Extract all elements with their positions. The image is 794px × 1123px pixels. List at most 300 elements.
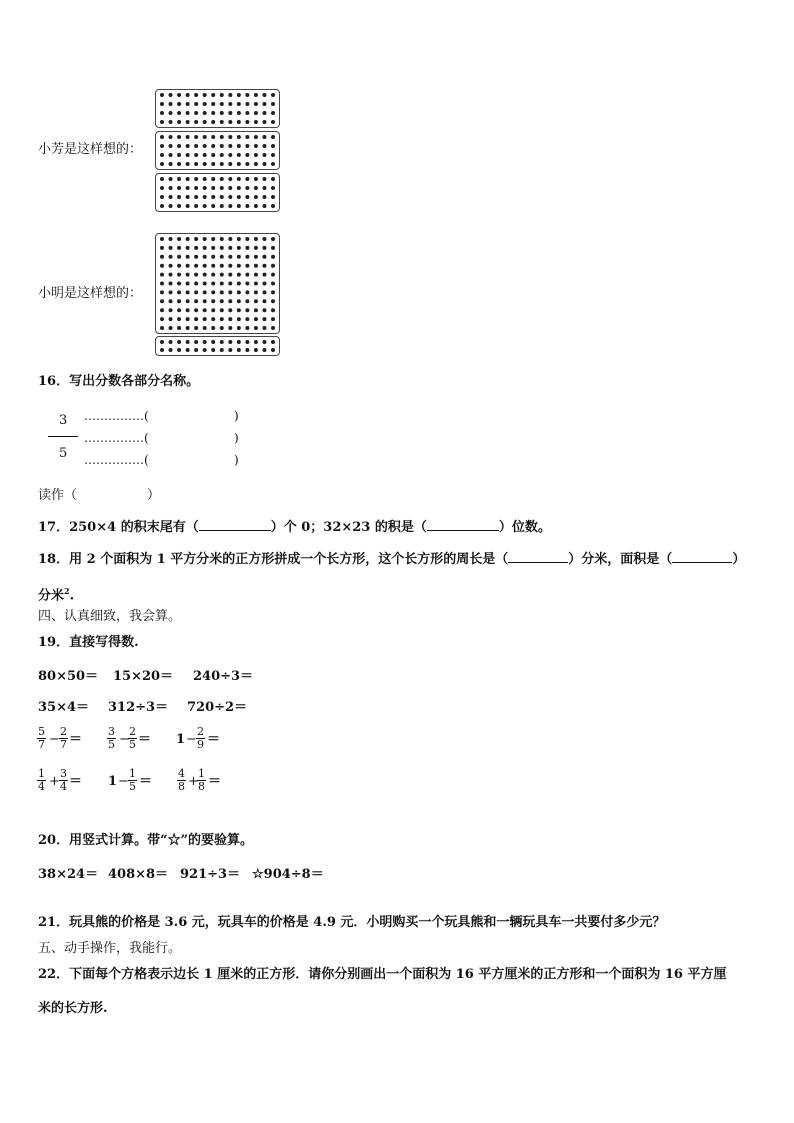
grid-dot [237, 93, 241, 97]
grid-dot [271, 255, 275, 259]
q19-r4a-frac2: $\frac{3}{4}$ [60, 767, 67, 793]
grid-dot [237, 102, 241, 106]
grid-dot [220, 135, 224, 139]
grid-dot [254, 120, 258, 124]
grid-dot [211, 204, 215, 208]
grid-dot [254, 273, 258, 277]
grid-dot [262, 282, 266, 286]
grid-dot [186, 290, 190, 294]
grid-dot [194, 326, 198, 330]
grid-dot [160, 308, 164, 312]
grid-dot [211, 273, 215, 277]
grid-dot [271, 153, 275, 157]
grid-dot [254, 290, 258, 294]
grid-dot [211, 144, 215, 148]
grid-dot [262, 93, 266, 97]
grid-dot [169, 102, 173, 106]
grid-dot [220, 308, 224, 312]
grid-dot [228, 111, 232, 115]
grid-dot [186, 264, 190, 268]
grid-dot [228, 255, 232, 259]
section-4-heading: 四、认真细致，我会算。 [38, 609, 182, 624]
grid-dot [220, 162, 224, 166]
grid-dot [194, 264, 198, 268]
grid-dot [169, 348, 173, 352]
q19-r3a-frac2: $\frac{2}{7}$ [60, 725, 67, 751]
grid-dot [177, 204, 181, 208]
grid-dot [160, 290, 164, 294]
q19-r4b-one: 1 [108, 774, 118, 789]
grid-dot [186, 340, 190, 344]
grid-dot [186, 93, 190, 97]
grid-dot [262, 317, 266, 321]
grid-dot [194, 299, 198, 303]
grid-dot [271, 195, 275, 199]
grid-dot [254, 153, 258, 157]
q17-blank-2[interactable] [427, 530, 499, 531]
grid-dot [220, 195, 224, 199]
grid-dot [177, 153, 181, 157]
grid-dot [169, 144, 173, 148]
q21-text: 21．玩具熊的价格是 3.6 元，玩具车的价格是 4.9 元．小明购买一个玩具熊和一辆玩具车一共要付多少元？ [38, 915, 666, 930]
grid-dot [271, 93, 275, 97]
dot-grid-xiaoming-main [155, 233, 280, 334]
grid-dot [245, 308, 249, 312]
grid-dot [203, 144, 207, 148]
grid-dot [237, 111, 241, 115]
grid-dot [262, 348, 266, 352]
q19-r4b-minus: − [118, 774, 129, 789]
grid-dot [228, 348, 232, 352]
grid-dot [245, 237, 249, 241]
grid-dot [254, 237, 258, 241]
grid-dot [203, 93, 207, 97]
grid-dot [186, 326, 190, 330]
grid-dot [169, 255, 173, 259]
q20-item-4: ☆904÷8＝ [252, 867, 324, 882]
grid-dot [228, 153, 232, 157]
q17-blank-1[interactable] [199, 530, 271, 531]
grid-dot [169, 273, 173, 277]
grid-dot [186, 120, 190, 124]
q19-r3c-one: 1 [176, 732, 186, 747]
q19-r3b-frac1: $\frac{3}{5}$ [108, 725, 115, 751]
q19-r3a-frac1: $\frac{5}{7}$ [38, 725, 45, 751]
grid-dot [245, 135, 249, 139]
grid-dot [194, 120, 198, 124]
grid-dot [203, 153, 207, 157]
q19-r4b-frac: $\frac{1}{5}$ [129, 767, 136, 793]
grid-dot [186, 299, 190, 303]
grid-dot [160, 237, 164, 241]
grid-dot [186, 135, 190, 139]
grid-dot [262, 204, 266, 208]
q19-r2-1: 35×4＝ [38, 700, 90, 715]
grid-dot [160, 317, 164, 321]
grid-dot [169, 93, 173, 97]
grid-dot [254, 348, 258, 352]
grid-dot [220, 273, 224, 277]
grid-dot [203, 264, 207, 268]
q16-denominator: 5 [59, 446, 68, 461]
grid-dot [220, 326, 224, 330]
grid-dot [245, 177, 249, 181]
grid-dot [254, 102, 258, 106]
grid-dot [245, 111, 249, 115]
q16-title: 16．写出分数各部分名称。 [38, 374, 200, 389]
grid-dot [220, 177, 224, 181]
grid-dot [271, 282, 275, 286]
grid-dot [237, 135, 241, 139]
q17-text: 17．250×4 的积末尾有（ ）个 0；32×23 的积是（ ）位数。 [38, 520, 551, 535]
grid-dot [186, 204, 190, 208]
q16-close-top: ) [234, 409, 239, 423]
grid-dot [237, 299, 241, 303]
grid-dot [254, 308, 258, 312]
grid-dot [169, 177, 173, 181]
grid-dot [211, 340, 215, 344]
grid-dot [203, 273, 207, 277]
grid-dot [169, 135, 173, 139]
grid-dot [177, 273, 181, 277]
q18-text: 18．用 2 个面积为 1 平方分米的正方形拼成一个长方形，这个长方形的周长是（ ）分米，面积是（ ） [38, 552, 746, 567]
grid-dot [237, 153, 241, 157]
grid-dot [262, 162, 266, 166]
grid-dot [160, 340, 164, 344]
grid-dot [262, 102, 266, 106]
grid-dot [271, 144, 275, 148]
grid-dot [194, 273, 198, 277]
grid-dot [254, 93, 258, 97]
grid-dot [211, 153, 215, 157]
grid-dot [169, 282, 173, 286]
grid-dot [228, 102, 232, 106]
q18-blank-1[interactable] [508, 562, 568, 563]
grid-dot [186, 282, 190, 286]
grid-dot [220, 340, 224, 344]
grid-dot [169, 340, 173, 344]
grid-dot [203, 246, 207, 250]
grid-dot [262, 111, 266, 115]
grid-dot [160, 177, 164, 181]
grid-dot [186, 308, 190, 312]
grid-dot [245, 290, 249, 294]
q22-line-1: 22．下面每个方格表示边长 1 厘米的正方形．请你分别画出一个面积为 16 平方厘米的正方形和一个面积为 16 平方厘 [38, 967, 727, 982]
grid-dot [228, 177, 232, 181]
grid-dot [228, 264, 232, 268]
grid-dot [177, 186, 181, 190]
grid-dot [228, 186, 232, 190]
grid-dot [262, 246, 266, 250]
grid-dot [177, 195, 181, 199]
grid-dot [186, 144, 190, 148]
grid-dot [245, 326, 249, 330]
grid-dot [271, 340, 275, 344]
grid-dot [220, 186, 224, 190]
q19-r3c-eq: ＝ [207, 732, 221, 747]
grid-dot [169, 153, 173, 157]
grid-dot [211, 237, 215, 241]
grid-dot [203, 317, 207, 321]
grid-dot [271, 273, 275, 277]
grid-dot [211, 93, 215, 97]
grid-dot [203, 348, 207, 352]
grid-dot [194, 177, 198, 181]
grid-dot [237, 177, 241, 181]
grid-dot [211, 282, 215, 286]
grid-dot [194, 111, 198, 115]
grid-dot [228, 195, 232, 199]
grid-dot [186, 177, 190, 181]
grid-dot [271, 111, 275, 115]
grid-dot [177, 326, 181, 330]
grid-dot [160, 246, 164, 250]
grid-dot [186, 111, 190, 115]
grid-dot [262, 153, 266, 157]
grid-dot [245, 264, 249, 268]
q19-r1-2: 15×20＝ [113, 669, 174, 684]
grid-dot [169, 326, 173, 330]
grid-dot [186, 255, 190, 259]
grid-dot [211, 135, 215, 139]
grid-dot [228, 308, 232, 312]
grid-dot [203, 255, 207, 259]
grid-dot [194, 93, 198, 97]
grid-dot [220, 255, 224, 259]
grid-dot [254, 264, 258, 268]
grid-dot [211, 299, 215, 303]
q16-close-bot: ) [234, 453, 239, 467]
grid-dot [169, 299, 173, 303]
grid-dot [177, 93, 181, 97]
grid-dot [194, 348, 198, 352]
q19-r4c-eq: ＝ [208, 774, 222, 789]
q16-leader-top: ……………( [84, 409, 149, 423]
grid-dot [237, 120, 241, 124]
grid-dot [160, 348, 164, 352]
grid-dot [237, 246, 241, 250]
grid-dot [194, 102, 198, 106]
grid-dot [262, 195, 266, 199]
grid-dot [194, 340, 198, 344]
grid-dot [194, 282, 198, 286]
grid-dot [245, 153, 249, 157]
grid-dot [220, 111, 224, 115]
grid-dot [271, 204, 275, 208]
grid-dot [160, 135, 164, 139]
grid-dot [228, 93, 232, 97]
grid-dot [177, 177, 181, 181]
q19-r3b-frac2: $\frac{2}{5}$ [129, 725, 136, 751]
grid-dot [194, 204, 198, 208]
grid-dot [186, 273, 190, 277]
grid-dot [271, 177, 275, 181]
grid-dot [262, 326, 266, 330]
q20-item-1: 38×24＝ [38, 867, 99, 882]
grid-dot [220, 317, 224, 321]
dot-grid-xiaofang-3 [155, 173, 280, 212]
grid-dot [169, 264, 173, 268]
q19-r3a-minus: − [49, 732, 60, 747]
grid-dot [271, 237, 275, 241]
q16-leader-mid: ……………( [84, 431, 149, 445]
grid-dot [194, 162, 198, 166]
grid-dot [245, 120, 249, 124]
grid-dot [220, 204, 224, 208]
grid-dot [220, 348, 224, 352]
grid-dot [169, 204, 173, 208]
grid-dot [237, 290, 241, 294]
grid-dot [271, 246, 275, 250]
q19-r4c-plus: + [188, 774, 199, 789]
grid-dot [211, 111, 215, 115]
q19-r4a-frac1: $\frac{1}{4}$ [38, 767, 45, 793]
grid-dot [271, 299, 275, 303]
grid-dot [169, 120, 173, 124]
grid-dot [220, 264, 224, 268]
grid-dot [220, 144, 224, 148]
grid-dot [211, 348, 215, 352]
xiaoming-label: 小明是这样想的： [38, 286, 143, 301]
grid-dot [194, 317, 198, 321]
grid-dot [245, 282, 249, 286]
q16-close-mid: ) [234, 431, 239, 445]
grid-dot [203, 186, 207, 190]
xiaofang-label: 小芳是这样想的： [38, 142, 143, 157]
grid-dot [177, 255, 181, 259]
grid-dot [271, 308, 275, 312]
grid-dot [169, 237, 173, 241]
grid-dot [245, 273, 249, 277]
grid-dot [245, 246, 249, 250]
grid-dot [203, 308, 207, 312]
grid-dot [237, 348, 241, 352]
q19-r1-1: 80×50＝ [38, 669, 99, 684]
grid-dot [254, 204, 258, 208]
grid-dot [220, 290, 224, 294]
grid-dot [177, 264, 181, 268]
grid-dot [186, 153, 190, 157]
grid-dot [254, 111, 258, 115]
grid-dot [194, 186, 198, 190]
dot-grid-xiaofang-1 [155, 89, 280, 128]
grid-dot [271, 317, 275, 321]
dot-grid-xiaofang-2 [155, 131, 280, 170]
grid-dot [169, 290, 173, 294]
grid-dot [169, 162, 173, 166]
grid-dot [237, 195, 241, 199]
grid-dot [237, 340, 241, 344]
grid-dot [203, 120, 207, 124]
grid-dot [228, 282, 232, 286]
grid-dot [237, 255, 241, 259]
grid-dot [262, 177, 266, 181]
grid-dot [186, 195, 190, 199]
grid-dot [220, 93, 224, 97]
grid-dot [203, 102, 207, 106]
grid-dot [245, 195, 249, 199]
q18-blank-2[interactable] [672, 562, 732, 563]
grid-dot [228, 237, 232, 241]
grid-dot [160, 102, 164, 106]
grid-dot [160, 264, 164, 268]
grid-dot [177, 237, 181, 241]
grid-dot [160, 282, 164, 286]
grid-dot [160, 93, 164, 97]
dot-grid-xiaoming-strip [155, 336, 280, 356]
grid-dot [245, 93, 249, 97]
grid-dot [271, 120, 275, 124]
grid-dot [177, 102, 181, 106]
grid-dot [245, 102, 249, 106]
grid-dot [271, 162, 275, 166]
grid-dot [160, 299, 164, 303]
grid-dot [203, 162, 207, 166]
grid-dot [211, 290, 215, 294]
grid-dot [271, 186, 275, 190]
grid-dot [203, 282, 207, 286]
grid-dot [211, 120, 215, 124]
q19-r4b-eq: ＝ [139, 774, 153, 789]
q19-r4c-frac2: $\frac{1}{8}$ [198, 767, 205, 793]
grid-dot [220, 120, 224, 124]
grid-dot [194, 308, 198, 312]
grid-dot [228, 246, 232, 250]
grid-dot [194, 153, 198, 157]
grid-dot [186, 186, 190, 190]
grid-dot [254, 326, 258, 330]
grid-dot [228, 340, 232, 344]
grid-dot [160, 326, 164, 330]
grid-dot [160, 195, 164, 199]
q16-numerator: 3 [59, 413, 68, 428]
grid-dot [262, 255, 266, 259]
grid-dot [262, 120, 266, 124]
grid-dot [245, 317, 249, 321]
grid-dot [228, 326, 232, 330]
grid-dot [254, 340, 258, 344]
q18-unit: 分米$^2$. [38, 586, 75, 604]
grid-dot [228, 299, 232, 303]
grid-dot [211, 102, 215, 106]
grid-dot [245, 340, 249, 344]
grid-dot [160, 144, 164, 148]
grid-dot [177, 290, 181, 294]
grid-dot [169, 186, 173, 190]
grid-dot [228, 317, 232, 321]
grid-dot [203, 326, 207, 330]
q19-title: 19．直接写得数. [38, 635, 139, 650]
grid-dot [237, 273, 241, 277]
grid-dot [254, 144, 258, 148]
grid-dot [262, 273, 266, 277]
grid-dot [177, 120, 181, 124]
grid-dot [211, 255, 215, 259]
q19-r3b-minus: − [119, 732, 130, 747]
grid-dot [245, 144, 249, 148]
grid-dot [245, 186, 249, 190]
grid-dot [194, 135, 198, 139]
grid-dot [237, 237, 241, 241]
grid-dot [186, 102, 190, 106]
grid-dot [203, 340, 207, 344]
grid-dot [271, 102, 275, 106]
grid-dot [220, 102, 224, 106]
grid-dot [254, 246, 258, 250]
grid-dot [245, 299, 249, 303]
grid-dot [262, 144, 266, 148]
grid-dot [177, 348, 181, 352]
